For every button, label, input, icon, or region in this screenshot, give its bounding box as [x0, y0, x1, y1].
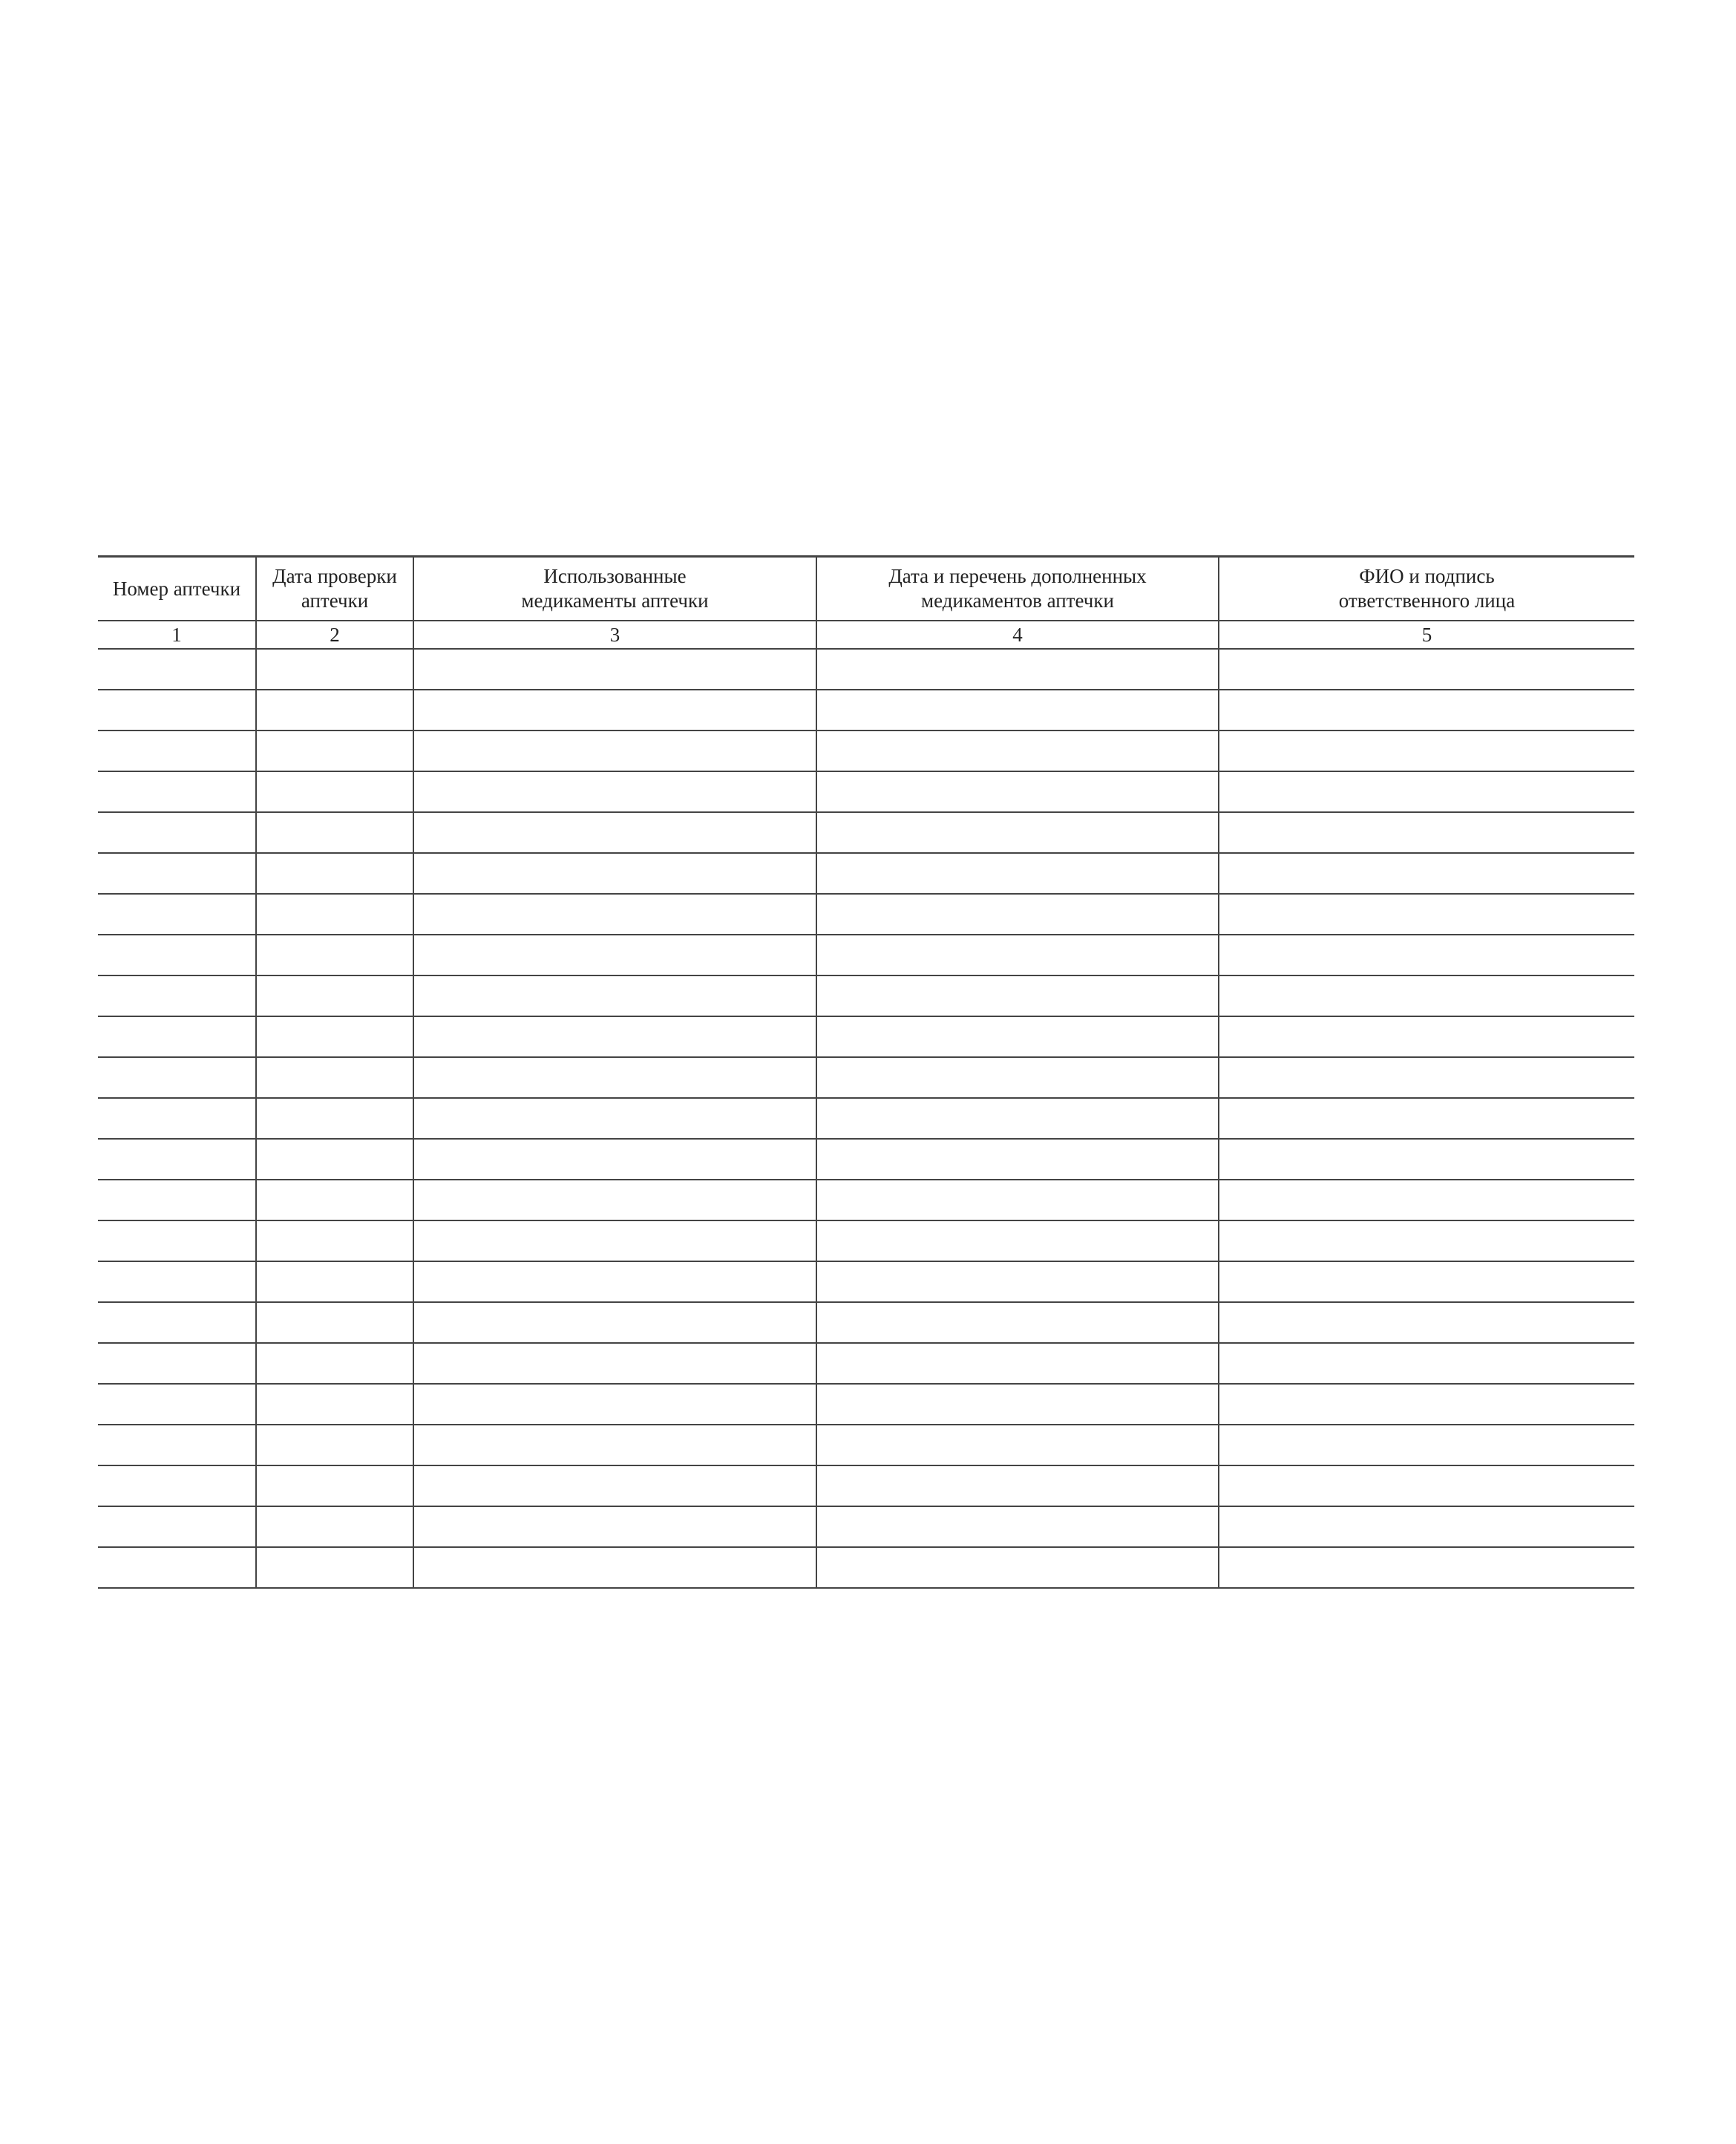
- table-row: [98, 649, 1634, 690]
- cell-used-medications: [413, 853, 816, 894]
- cell-replenished-medications: [816, 894, 1219, 935]
- cell-check-date: [256, 771, 413, 812]
- cell-used-medications: [413, 1302, 816, 1343]
- cell-used-medications: [413, 690, 816, 731]
- table-row: [98, 1465, 1634, 1506]
- header-responsible-person: [1219, 557, 1634, 621]
- cell-replenished-medications: [816, 731, 1219, 771]
- header-check-date-line1: Дата проверки: [272, 565, 397, 587]
- cell-replenished-medications: [816, 853, 1219, 894]
- cell-responsible-person: [1219, 1425, 1634, 1465]
- cell-replenished-medications: [816, 690, 1219, 731]
- cell-used-medications: [413, 1425, 816, 1465]
- header-used-medications-line2: медикаменты аптечки: [521, 589, 709, 612]
- table-row: [98, 1220, 1634, 1261]
- cell-responsible-person: [1219, 1465, 1634, 1506]
- header-replenished-medications-line1: Дата и перечень дополненных: [888, 565, 1147, 587]
- cell-used-medications: [413, 1261, 816, 1302]
- cell-replenished-medications: [816, 1180, 1219, 1220]
- cell-responsible-person: [1219, 771, 1634, 812]
- cell-check-date: [256, 1180, 413, 1220]
- first-aid-kit-log-table: [98, 555, 1634, 1589]
- cell-check-date: [256, 812, 413, 853]
- cell-responsible-person: [1219, 1506, 1634, 1547]
- table-row: [98, 731, 1634, 771]
- cell-replenished-medications: [816, 1384, 1219, 1425]
- cell-replenished-medications: [816, 1425, 1219, 1465]
- cell-kit-number: [98, 690, 256, 731]
- cell-responsible-person: [1219, 649, 1634, 690]
- cell-replenished-medications: [816, 1057, 1219, 1098]
- table-row: [98, 1016, 1634, 1057]
- header-kit-number: [98, 557, 256, 621]
- cell-replenished-medications: [816, 1139, 1219, 1180]
- cell-replenished-medications: [816, 1016, 1219, 1057]
- header-row: [98, 557, 1634, 621]
- cell-used-medications: [413, 1506, 816, 1547]
- cell-used-medications: [413, 1547, 816, 1588]
- cell-kit-number: [98, 1139, 256, 1180]
- cell-check-date: [256, 1425, 413, 1465]
- cell-replenished-medications: [816, 1465, 1219, 1506]
- cell-check-date: [256, 975, 413, 1016]
- cell-used-medications: [413, 975, 816, 1016]
- table-row: [98, 1139, 1634, 1180]
- cell-responsible-person: [1219, 1343, 1634, 1384]
- cell-responsible-person: [1219, 690, 1634, 731]
- cell-check-date: [256, 1506, 413, 1547]
- cell-check-date: [256, 1302, 413, 1343]
- cell-used-medications: [413, 935, 816, 975]
- cell-replenished-medications: [816, 771, 1219, 812]
- cell-kit-number: [98, 1057, 256, 1098]
- cell-used-medications: [413, 1098, 816, 1139]
- cell-replenished-medications: [816, 1547, 1219, 1588]
- cell-kit-number: [98, 1180, 256, 1220]
- cell-kit-number: [98, 812, 256, 853]
- cell-used-medications: [413, 649, 816, 690]
- column-number-1: 1: [98, 621, 256, 649]
- cell-kit-number: [98, 1465, 256, 1506]
- table-row: [98, 1098, 1634, 1139]
- cell-responsible-person: [1219, 1384, 1634, 1425]
- table-row: [98, 1057, 1634, 1098]
- cell-kit-number: [98, 1425, 256, 1465]
- table-row: [98, 1180, 1634, 1220]
- cell-replenished-medications: [816, 1506, 1219, 1547]
- cell-responsible-person: [1219, 812, 1634, 853]
- cell-kit-number: [98, 1343, 256, 1384]
- cell-responsible-person: [1219, 1220, 1634, 1261]
- cell-kit-number: [98, 649, 256, 690]
- cell-check-date: [256, 935, 413, 975]
- table-row: [98, 853, 1634, 894]
- cell-responsible-person: [1219, 1547, 1634, 1588]
- column-number-5: 5: [1219, 621, 1634, 649]
- cell-used-medications: [413, 1139, 816, 1180]
- table-row: [98, 1425, 1634, 1465]
- cell-replenished-medications: [816, 649, 1219, 690]
- cell-check-date: [256, 1057, 413, 1098]
- cell-check-date: [256, 649, 413, 690]
- log-body: [98, 649, 1634, 1588]
- header-check-date-line2: аптечки: [301, 589, 369, 612]
- cell-check-date: [256, 1343, 413, 1384]
- column-number-3: 3: [413, 621, 816, 649]
- cell-kit-number: [98, 1302, 256, 1343]
- table-row: [98, 894, 1634, 935]
- table-row: [98, 935, 1634, 975]
- cell-responsible-person: [1219, 1261, 1634, 1302]
- cell-used-medications: [413, 731, 816, 771]
- cell-responsible-person: [1219, 1057, 1634, 1098]
- cell-replenished-medications: [816, 812, 1219, 853]
- cell-replenished-medications: [816, 1302, 1219, 1343]
- cell-check-date: [256, 1139, 413, 1180]
- cell-kit-number: [98, 935, 256, 975]
- table-row: [98, 1261, 1634, 1302]
- cell-used-medications: [413, 1180, 816, 1220]
- cell-used-medications: [413, 1220, 816, 1261]
- cell-check-date: [256, 1384, 413, 1425]
- cell-kit-number: [98, 1016, 256, 1057]
- cell-replenished-medications: [816, 1098, 1219, 1139]
- cell-replenished-medications: [816, 975, 1219, 1016]
- cell-check-date: [256, 690, 413, 731]
- cell-replenished-medications: [816, 1261, 1219, 1302]
- cell-check-date: [256, 1261, 413, 1302]
- cell-check-date: [256, 1547, 413, 1588]
- cell-kit-number: [98, 1220, 256, 1261]
- header-responsible-person-line2: ответственного лица: [1338, 589, 1516, 612]
- cell-kit-number: [98, 1384, 256, 1425]
- cell-responsible-person: [1219, 1139, 1634, 1180]
- cell-used-medications: [413, 812, 816, 853]
- header-used-medications: [413, 557, 816, 621]
- table-row: [98, 1384, 1634, 1425]
- cell-kit-number: [98, 1547, 256, 1588]
- cell-kit-number: [98, 853, 256, 894]
- cell-kit-number: [98, 1506, 256, 1547]
- cell-kit-number: [98, 1261, 256, 1302]
- cell-replenished-medications: [816, 1220, 1219, 1261]
- cell-kit-number: [98, 771, 256, 812]
- column-number-row: [98, 621, 1634, 649]
- table-row: [98, 1302, 1634, 1343]
- header-replenished-medications: [816, 557, 1219, 621]
- cell-check-date: [256, 731, 413, 771]
- column-number-4: 4: [816, 621, 1219, 649]
- cell-kit-number: [98, 975, 256, 1016]
- cell-used-medications: [413, 1465, 816, 1506]
- header-check-date: [256, 557, 413, 621]
- table-row: [98, 690, 1634, 731]
- cell-kit-number: [98, 731, 256, 771]
- cell-used-medications: [413, 894, 816, 935]
- cell-used-medications: [413, 1384, 816, 1425]
- column-number-2: 2: [256, 621, 413, 649]
- cell-kit-number: [98, 1098, 256, 1139]
- cell-check-date: [256, 1016, 413, 1057]
- cell-check-date: [256, 1098, 413, 1139]
- table-row: [98, 975, 1634, 1016]
- cell-used-medications: [413, 1016, 816, 1057]
- cell-check-date: [256, 1220, 413, 1261]
- cell-responsible-person: [1219, 1302, 1634, 1343]
- cell-check-date: [256, 1465, 413, 1506]
- table-row: [98, 1343, 1634, 1384]
- cell-check-date: [256, 894, 413, 935]
- cell-used-medications: [413, 1343, 816, 1384]
- table-row: [98, 771, 1634, 812]
- cell-responsible-person: [1219, 1016, 1634, 1057]
- table-row: [98, 1547, 1634, 1588]
- cell-kit-number: [98, 894, 256, 935]
- cell-replenished-medications: [816, 935, 1219, 975]
- cell-responsible-person: [1219, 975, 1634, 1016]
- cell-replenished-medications: [816, 1343, 1219, 1384]
- table-row: [98, 1506, 1634, 1547]
- table-row: [98, 812, 1634, 853]
- cell-responsible-person: [1219, 731, 1634, 771]
- cell-used-medications: [413, 771, 816, 812]
- cell-check-date: [256, 853, 413, 894]
- cell-responsible-person: [1219, 1180, 1634, 1220]
- cell-responsible-person: [1219, 935, 1634, 975]
- header-kit-number-label: Номер аптечки: [112, 577, 241, 600]
- cell-responsible-person: [1219, 1098, 1634, 1139]
- header-replenished-medications-line2: медикаментов аптечки: [921, 589, 1114, 612]
- header-responsible-person-line1: ФИО и подпись: [1359, 565, 1495, 587]
- cell-used-medications: [413, 1057, 816, 1098]
- cell-responsible-person: [1219, 894, 1634, 935]
- cell-responsible-person: [1219, 853, 1634, 894]
- header-used-medications-line1: Использованные: [543, 565, 687, 587]
